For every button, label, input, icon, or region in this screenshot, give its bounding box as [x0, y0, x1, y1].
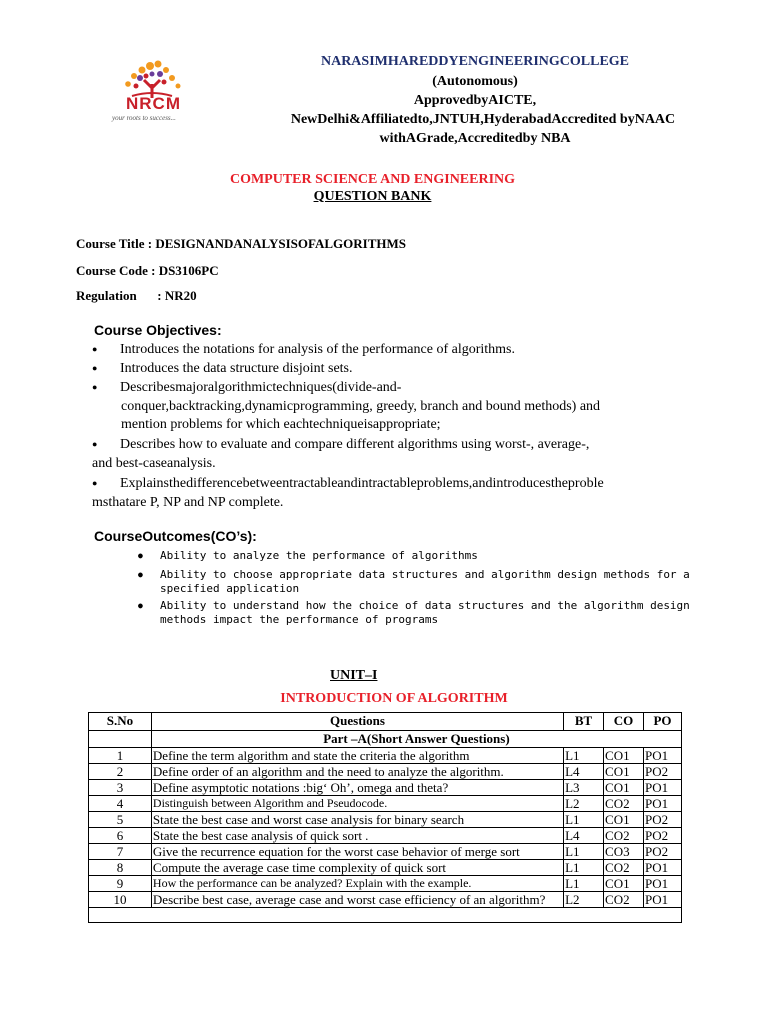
po-cell: PO2: [644, 812, 682, 828]
college-name: NARASIMHAREDDYENGINEERINGCOLLEGE: [320, 54, 630, 69]
bullet-icon: ●: [138, 551, 143, 560]
objective-item: ● Describes how to evaluate and compare different algorithms using worst-, average-,: [92, 435, 589, 454]
bullet-icon: ●: [92, 363, 98, 374]
regulation-label: Regulation: [76, 288, 137, 303]
table-row: [89, 812, 682, 828]
table-row: [89, 892, 682, 908]
po-cell: PO1: [644, 876, 682, 892]
regulation-value: : NR20: [157, 288, 197, 303]
course-code-value: DS3106PC: [158, 263, 219, 278]
header-questions: Questions: [151, 713, 563, 731]
sno-cell: 6: [89, 828, 152, 844]
header-po: PO: [644, 713, 682, 731]
part-a-label: Part –A(Short Answer Questions): [151, 731, 681, 748]
objective-item: ● Introduces the notations for analysis of the performance of algorithms.: [92, 340, 515, 359]
question-cell: State the best case and worst case analysis for binary search: [151, 812, 563, 828]
po-cell: PO1: [644, 796, 682, 812]
outcome-continuation: specified application: [160, 582, 300, 595]
bt-cell: L1: [564, 844, 604, 860]
objective-item: ● Explainsthedifferencebetweentractableandintractableproblems,andintroducestheproble: [92, 474, 604, 493]
autonomous-label: (Autonomous): [432, 74, 518, 89]
bt-cell: L1: [564, 876, 604, 892]
co-cell: CO1: [604, 876, 644, 892]
sno-cell: 3: [89, 780, 152, 796]
sno-cell: 4: [89, 796, 152, 812]
co-cell: CO1: [604, 748, 644, 764]
question-cell: Compute the average case time complexity of quick sort: [151, 860, 563, 876]
header-co: CO: [604, 713, 644, 731]
question-cell: Define the term algorithm and state the criteria the algorithm: [151, 748, 563, 764]
header-sno: S.No: [89, 713, 152, 731]
bullet-icon: ●: [92, 344, 98, 355]
bullet-icon: ●: [92, 439, 98, 450]
affiliation-line: NewDelhi&Affiliatedto,JNTUH,HyderabadAccredited byNAAC: [290, 112, 676, 127]
outcome-continuation: methods impact the performance of programs: [160, 613, 439, 626]
grade-line: withAGrade,Accreditedby NBA: [379, 131, 571, 146]
objective-item: ● Describesmajoralgorithmictechniques(divide-and-: [92, 378, 401, 397]
outcomes-heading: CourseOutcomes(CO’s):: [94, 528, 257, 544]
objective-continuation: msthatare P, NP and NP complete.: [92, 495, 284, 510]
po-cell: PO1: [644, 892, 682, 908]
po-cell: PO2: [644, 828, 682, 844]
bullet-icon: ●: [92, 478, 98, 489]
co-cell: CO2: [604, 860, 644, 876]
po-cell: PO1: [644, 780, 682, 796]
co-cell: CO1: [604, 764, 644, 780]
bt-cell: L2: [564, 796, 604, 812]
bt-cell: L3: [564, 780, 604, 796]
sno-cell: 2: [89, 764, 152, 780]
bt-cell: L1: [564, 860, 604, 876]
question-cell: Define asymptotic notations :big‘ Oh’, omega and theta?: [151, 780, 563, 796]
course-code-label: Course Code :: [76, 263, 156, 278]
bullet-icon: ●: [138, 570, 143, 579]
course-title-label: Course Title :: [76, 236, 153, 251]
bt-cell: L2: [564, 892, 604, 908]
table-row: [89, 796, 682, 812]
po-cell: PO2: [644, 764, 682, 780]
college-logo: [112, 56, 232, 126]
question-cell: Describe best case, average case and worst case efficiency of an algorithm?: [151, 892, 563, 908]
po-cell: PO2: [644, 844, 682, 860]
bullet-icon: ●: [92, 382, 98, 393]
outcome-item: ● Ability to understand how the choice of data structures and the algorithm design: [138, 599, 690, 612]
objective-item: ● Introduces the data structure disjoint sets.: [92, 359, 353, 378]
outcome-item: ● Ability to choose appropriate data structures and algorithm design methods for a: [138, 568, 690, 581]
sno-cell: 9: [89, 876, 152, 892]
approval-line: ApprovedbyAICTE,: [413, 93, 537, 108]
po-cell: PO1: [644, 860, 682, 876]
co-cell: CO1: [604, 780, 644, 796]
outcome-item: ● Ability to analyze the performance of algorithms: [138, 549, 478, 562]
table-row: [89, 876, 682, 892]
unit-subtitle: INTRODUCTION OF ALGORITHM: [280, 691, 508, 706]
sno-cell: 5: [89, 812, 152, 828]
document-title: QUESTION BANK: [313, 189, 432, 204]
question-cell: How the performance can be analyzed? Explain with the example.: [151, 876, 563, 892]
bt-cell: L4: [564, 828, 604, 844]
objectives-heading: Course Objectives:: [94, 322, 222, 338]
table-row: [89, 748, 682, 764]
objective-continuation: mention problems for which eachtechniqueisappropriate;: [121, 417, 441, 432]
header-bt: BT: [564, 713, 604, 731]
objective-continuation: conquer,backtracking,dynamicprogramming, greedy, branch and bound methods) and: [121, 399, 601, 414]
table-row: [89, 828, 682, 844]
unit-title: UNIT–I: [330, 668, 378, 683]
empty-cell: [89, 908, 682, 923]
regulation-row: [76, 288, 197, 304]
bullet-icon: ●: [138, 601, 143, 610]
sno-cell: 10: [89, 892, 152, 908]
sno-cell: 7: [89, 844, 152, 860]
course-title-value: DESIGNANDANALYSISOFALGORITHMS: [155, 236, 406, 251]
co-cell: CO1: [604, 812, 644, 828]
co-cell: CO3: [604, 844, 644, 860]
course-code-row: [76, 263, 219, 279]
objective-continuation: and best-caseanalysis.: [92, 456, 216, 471]
logo-text: NRCM: [126, 94, 181, 113]
co-cell: CO2: [604, 828, 644, 844]
question-table: [88, 712, 682, 923]
sno-cell: 8: [89, 860, 152, 876]
question-cell: Give the recurrence equation for the worst case behavior of merge sort: [151, 844, 563, 860]
bt-cell: L1: [564, 812, 604, 828]
empty-row: [89, 908, 682, 923]
course-title-row: [76, 236, 406, 252]
co-cell: CO2: [604, 892, 644, 908]
question-cell: Distinguish between Algorithm and Pseudocode.: [151, 796, 563, 812]
table-row: [89, 844, 682, 860]
part-a-row: [89, 731, 682, 748]
question-cell: Define order of an algorithm and the need to analyze the algorithm.: [151, 764, 563, 780]
table-header-row: [89, 713, 682, 731]
table-row: [89, 860, 682, 876]
department-title: COMPUTER SCIENCE AND ENGINEERING: [229, 172, 516, 187]
logo-tagline: your roots to success...: [112, 114, 176, 122]
question-cell: State the best case analysis of quick sort .: [151, 828, 563, 844]
bt-cell: L1: [564, 748, 604, 764]
bt-cell: L4: [564, 764, 604, 780]
sno-cell: 1: [89, 748, 152, 764]
co-cell: CO2: [604, 796, 644, 812]
table-row: [89, 780, 682, 796]
table-row: [89, 764, 682, 780]
po-cell: PO1: [644, 748, 682, 764]
